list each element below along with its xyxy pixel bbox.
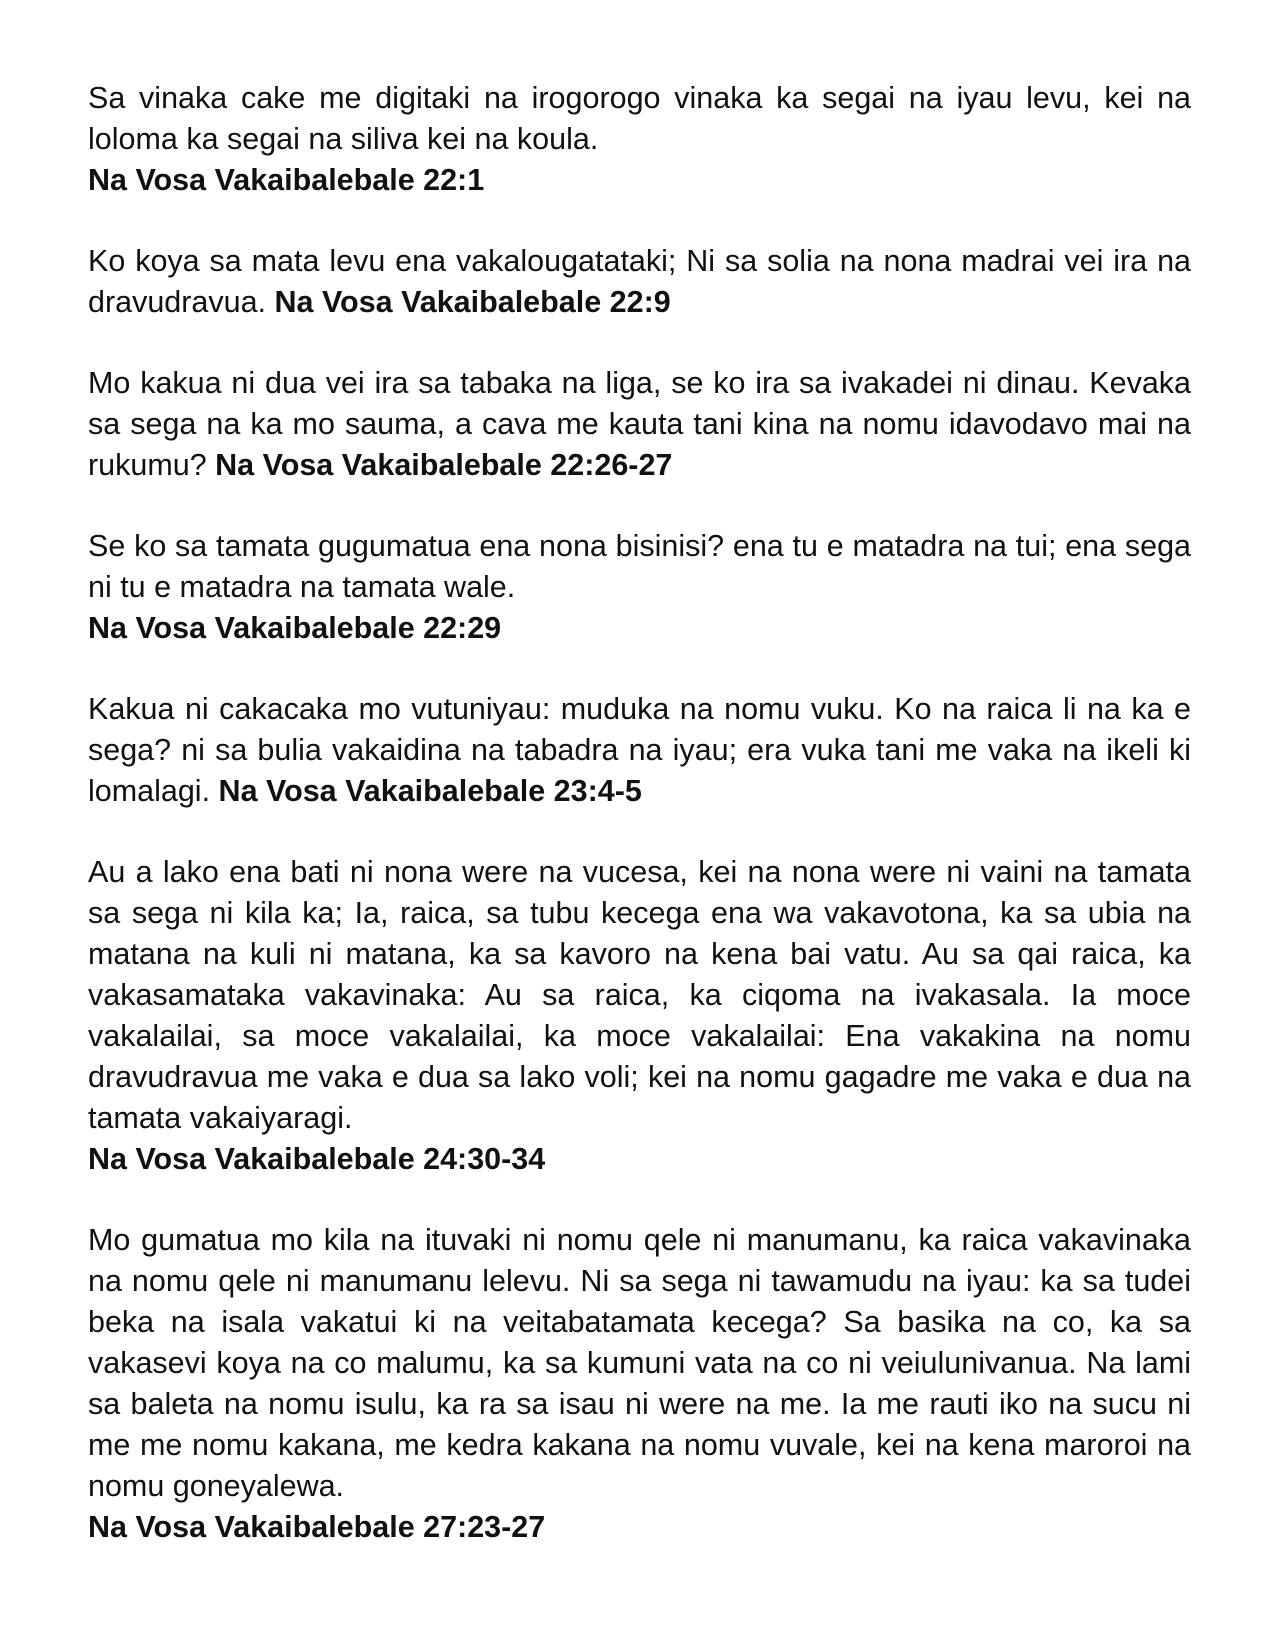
passage-text: Mo kakua ni dua vei ira sa tabaka na liga, se ko ira sa ivakadei ni dinau. Kevaka sa sega na ka mo sauma, a cava me kauta tani kina na nomu idavodavo mai na rukumu?	[88, 366, 1191, 482]
passage-2	[88, 241, 1191, 323]
passage-text: Au a lako ena bati ni nona were na vucesa, kei na nona were ni vaini na tamata sa sega ni kila ka; Ia, raica, sa tubu kecega ena wa vakavotona, ka sa ubia na matana na kuli ni matana, ka sa kavoro na kena bai vatu. Au sa qai raica, ka vakasamataka vakavinaka: Au sa raica, ka ciqoma na ivakasala. Ia moce vakalailai, sa moce vakalailai, ka moce vakalailai: Ena vakakina na nomu dravudravua me vaka e dua sa lako voli; kei na nomu gagadre me vaka e dua na tamata vakaiyaragi.	[88, 855, 1191, 1135]
passage-text: Kakua ni cakacaka mo vutuniyau: muduka na nomu vuku. Ko na raica li na ka e sega? ni sa bulia vakaidina na tabadra na iyau; era vuka tani me vaka na ikeli ki lomalagi.	[88, 692, 1191, 808]
passage-reference: Na Vosa Vakaibalebale 22:9	[274, 285, 671, 319]
passage-7	[88, 1220, 1191, 1548]
passage-text: Mo gumatua mo kila na ituvaki ni nomu qele ni manumanu, ka raica vakavinaka na nomu qele ni manumanu lelevu. Ni sa sega ni tawamudu na iyau: ka sa tudei beka na isala vakatui ki na veitabatamata kecega? Sa basika na co, ka sa vakasevi koya na co malumu, ka sa kumuni vata na co ni veiulunivanua. Na lami sa baleta na nomu isulu, ka ra sa isau ni were na me. Ia me rauti iko na sucu ni me me nomu kakana, me kedra kakana na nomu vuvale, kei na kena maroroi na nomu goneyalewa.	[88, 1223, 1191, 1503]
passage-1	[88, 78, 1191, 201]
passage-reference: Na Vosa Vakaibalebale 22:1	[88, 163, 485, 197]
passage-text: Ko koya sa mata levu ena vakalougatataki; Ni sa solia na nona madrai vei ira na dravudravua.	[88, 244, 1191, 319]
passage-6	[88, 852, 1191, 1180]
passage-4	[88, 526, 1191, 649]
passage-text: Sa vinaka cake me digitaki na irogorogo vinaka ka segai na iyau levu, kei na loloma ka segai na siliva kei na koula.	[88, 81, 1191, 156]
passage-reference: Na Vosa Vakaibalebale 22:29	[88, 611, 502, 645]
passage-reference: Na Vosa Vakaibalebale 24:30-34	[88, 1142, 546, 1176]
passage-reference: Na Vosa Vakaibalebale 23:4-5	[218, 774, 642, 808]
passage-5	[88, 689, 1191, 812]
passage-3	[88, 363, 1191, 486]
passage-reference: Na Vosa Vakaibalebale 27:23-27	[88, 1510, 546, 1544]
passage-text: Se ko sa tamata gugumatua ena nona bisinisi? ena tu e matadra na tui; ena sega ni tu e matadra na tamata wale.	[88, 529, 1191, 604]
passage-reference: Na Vosa Vakaibalebale 22:26-27	[215, 448, 673, 482]
